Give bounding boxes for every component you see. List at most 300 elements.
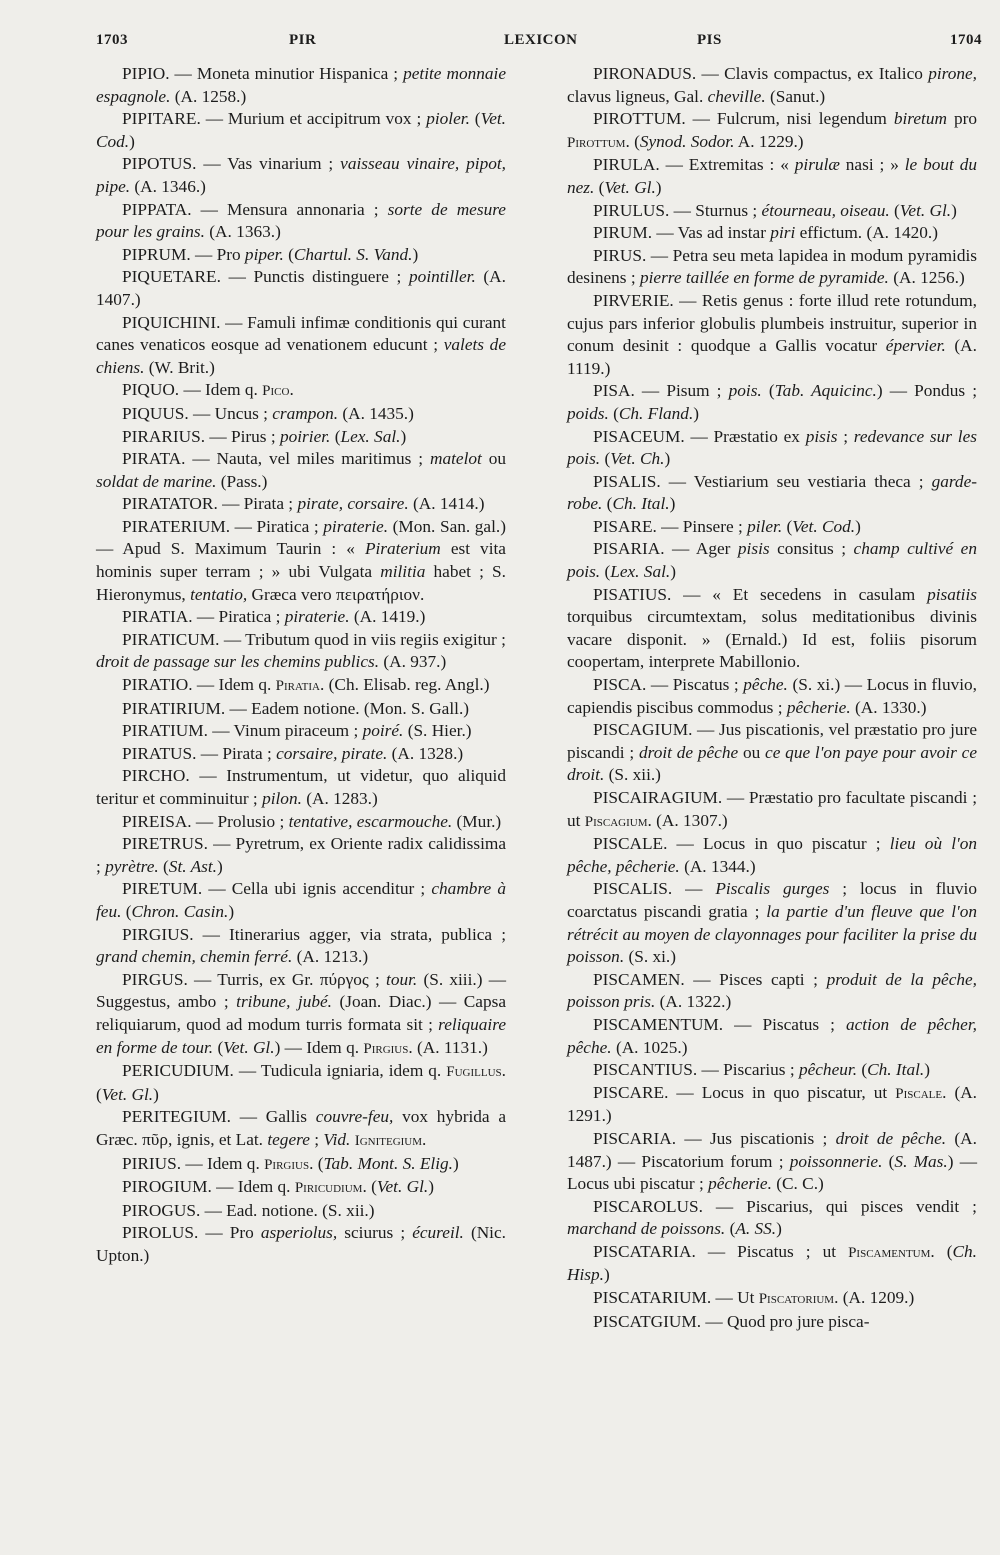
entry-text-segment: tribune, jubé. bbox=[236, 992, 332, 1012]
entry-text-segment: (S. xi.) bbox=[624, 947, 676, 967]
entry-text-segment: couvre-feu, bbox=[315, 1107, 394, 1127]
guide-word-left: PIR bbox=[289, 32, 317, 48]
entry-text-segment: ) bbox=[216, 856, 223, 876]
entry-text-segment: piri bbox=[770, 223, 796, 243]
entry-text-segment: . ( bbox=[96, 1061, 506, 1104]
dictionary-entry bbox=[567, 290, 977, 380]
dictionary-entry bbox=[96, 969, 506, 1060]
entry-headword-text: PISACEUM. — Præstatio ex bbox=[593, 426, 806, 446]
entry-text-segment: . (Ch. Elisab. reg. Angl.) bbox=[320, 675, 490, 695]
entry-text-segment: champ cultivé en pois. bbox=[567, 539, 977, 582]
entry-text-segment: Piraterium bbox=[364, 539, 441, 559]
dictionary-entry bbox=[96, 493, 506, 516]
entry-headword-text: PIREISA. — Prolusio ; bbox=[122, 811, 289, 831]
entry-text-segment: (A. 1344.) bbox=[679, 856, 756, 876]
entry-text-segment: corsaire, pirate. bbox=[276, 743, 388, 763]
entry-text-segment: (A. 1414.) bbox=[408, 494, 485, 514]
entry-text-segment: Ch. Ital. bbox=[867, 1060, 925, 1080]
entry-text-segment: (Joan. Diac.) — Capsa reliquiarum, quod ad modum turris formata sit ; bbox=[96, 992, 506, 1034]
dictionary-entry bbox=[567, 538, 977, 583]
entry-text-segment: ( bbox=[600, 562, 611, 582]
entry-text-segment: . bbox=[422, 1129, 427, 1149]
entry-headword-text: PISALIS. — Vestiarium seu vestiaria theca ; bbox=[593, 471, 932, 491]
dictionary-entry bbox=[567, 1128, 977, 1196]
dictionary-entry bbox=[567, 63, 977, 108]
entry-text-segment: effictum. (A. 1420.) bbox=[795, 223, 938, 243]
entry-text-segment: (S. xii.) bbox=[604, 765, 661, 785]
dictionary-entry bbox=[96, 266, 506, 311]
dictionary-entry bbox=[96, 153, 506, 198]
entry-text-segment: Lex. Sal. bbox=[610, 562, 671, 582]
entry-headword-text: PIRATIUM. — Vinum piraceum ; bbox=[122, 721, 363, 741]
entry-text-segment: petite monnaie espagnole. bbox=[96, 64, 506, 106]
entry-text-segment: ) bbox=[603, 1265, 610, 1285]
dictionary-entry bbox=[96, 199, 506, 244]
entry-text-segment: Piscalis gurges bbox=[715, 879, 830, 899]
entry-text-segment: ( bbox=[889, 200, 900, 220]
entry-headword-text: PIRGIUS. — Itinerarius agger, via strata, publica ; bbox=[122, 924, 506, 944]
entry-text-segment: Tab. Mont. S. Elig. bbox=[323, 1153, 453, 1173]
dictionary-entry bbox=[96, 878, 506, 923]
left-column bbox=[96, 63, 506, 1267]
entry-text-segment: droit de passage sur les chemins publics. bbox=[96, 652, 380, 672]
entry-headword-text: PIRETUM. — Cella ubi ignis accenditur ; bbox=[122, 879, 432, 899]
dictionary-entry bbox=[567, 471, 977, 516]
entry-text-segment: St. Ast. bbox=[168, 856, 217, 876]
entry-headword-text: PISCA. — Piscatus ; bbox=[593, 675, 744, 695]
dictionary-entry bbox=[567, 245, 977, 290]
entry-text-segment: ) bbox=[400, 426, 407, 446]
entry-text-segment: pisis bbox=[737, 539, 770, 559]
entry-headword-text: PIPOTUS. — Vas vinarium ; bbox=[122, 154, 341, 174]
entry-headword-text: PIRATICUM. — Tributum quod in viis regiis exigitur ; bbox=[122, 629, 506, 649]
entry-text-segment: étourneau, oiseau. bbox=[761, 200, 890, 220]
entry-text-segment: ou bbox=[738, 742, 766, 762]
entry-text-segment: lieu où l'on pêche, pêcherie. bbox=[567, 834, 977, 876]
dictionary-entry bbox=[567, 200, 977, 223]
entry-headword-text: PISCATARIUM. — Ut bbox=[593, 1288, 759, 1308]
entry-text-segment: . ( bbox=[930, 1241, 953, 1261]
dictionary-entry bbox=[96, 1176, 506, 1200]
entry-text-segment: ) bbox=[664, 449, 671, 469]
entry-text-segment: garde-robe. bbox=[567, 471, 977, 514]
entry-text-segment: la partie d'un fleuve que l'on rétrécit au moyen de clayonnages pour faciliter la prise du poisson. bbox=[567, 901, 977, 967]
entry-text-segment: (S. xi.) — Locus in fluvio, capiendis piscibus commodus ; bbox=[567, 675, 977, 717]
entry-text-segment: pois. bbox=[728, 381, 762, 401]
entry-headword-text: PISATIUS. — « Et secedens in casulam bbox=[593, 584, 928, 604]
entry-text-segment: poissonnerie. bbox=[789, 1151, 883, 1171]
dictionary-entry bbox=[96, 244, 506, 267]
entry-text-segment: consitus ; bbox=[769, 539, 854, 559]
entry-text-segment: S. Mas. bbox=[894, 1151, 948, 1171]
entry-text-segment: Ch. Fland. bbox=[618, 403, 694, 423]
entry-text-segment: (A. 1328.) bbox=[387, 743, 464, 763]
entry-text-segment: matelot bbox=[429, 449, 482, 469]
entry-text-segment: Pirgius bbox=[363, 1040, 409, 1057]
entry-text-segment: ( bbox=[725, 1219, 736, 1239]
dictionary-entry bbox=[96, 426, 506, 449]
entry-text-segment: pisis bbox=[805, 426, 838, 446]
entry-text-segment: ( bbox=[469, 109, 481, 129]
entry-headword-text: PIPITARE. — Murium et accipitrum vox ; bbox=[122, 109, 427, 129]
entry-text-segment: ou bbox=[481, 449, 507, 469]
dictionary-entry bbox=[567, 878, 977, 968]
entry-text-segment: (A. 1119.) bbox=[567, 336, 977, 378]
entry-text-segment: Vet. Gl. bbox=[899, 200, 952, 220]
entry-text-segment: (S. xiii.) — Suggestus, ambo ; bbox=[96, 969, 506, 1012]
dictionary-entry bbox=[567, 154, 977, 199]
entry-text-segment: (A. 1025.) bbox=[611, 1037, 688, 1057]
entry-text-segment: écureil. bbox=[412, 1223, 464, 1243]
entry-text-segment: ) bbox=[452, 1153, 459, 1173]
entry-text-segment: (Pass.) bbox=[216, 471, 268, 491]
entry-text-segment: Piscamentum bbox=[848, 1244, 931, 1261]
dictionary-entry bbox=[567, 516, 977, 539]
entry-text-segment: Pirottum bbox=[567, 134, 626, 151]
dictionary-entry bbox=[96, 379, 506, 403]
dictionary-entry bbox=[567, 584, 977, 674]
entry-text-segment: Vet. Cod. bbox=[792, 516, 856, 536]
entry-headword-text: PIRGUS. — Turris, ex Gr. πύργος ; bbox=[122, 969, 387, 989]
entry-text-segment: Piscagium bbox=[584, 813, 648, 830]
entry-headword-text: PISCAROLUS. — Piscarius, qui pisces vendit ; bbox=[593, 1196, 977, 1216]
dictionary-entry bbox=[96, 448, 506, 493]
entry-text-segment: (A. 1330.) bbox=[850, 697, 927, 717]
entry-text-segment: (A. 1363.) bbox=[204, 222, 281, 242]
entry-headword-text: PIRATATOR. — Pirata ; bbox=[122, 494, 298, 514]
dictionary-entry bbox=[567, 108, 977, 154]
entry-text-segment: crampon. bbox=[272, 403, 339, 423]
entry-text-segment: Piscale bbox=[895, 1085, 943, 1102]
entry-headword-text: PIQUETARE. — Punctis distinguere ; bbox=[122, 267, 410, 287]
entry-text-segment: pêcherie. bbox=[708, 1174, 772, 1194]
dictionary-entry bbox=[567, 222, 977, 245]
entry-text-segment: valets de chiens. bbox=[96, 335, 506, 377]
entry-text-segment: droit de pêche. bbox=[835, 1128, 947, 1148]
running-title: LEXICON bbox=[504, 32, 578, 48]
dictionary-entry bbox=[567, 1241, 977, 1287]
entry-headword-text: PIPPATA. — Mensura annonaria ; bbox=[122, 199, 388, 219]
entry-text-segment: pioler. bbox=[426, 109, 470, 129]
entry-text-segment: action de pêcher, pêche. bbox=[567, 1014, 977, 1057]
entry-text-segment: . (A. 1209.) bbox=[834, 1288, 915, 1308]
entry-headword-text: PIROTTUM. — Fulcrum, nisi legendum bbox=[593, 109, 894, 129]
entry-text-segment: Chron. Casin. bbox=[131, 901, 229, 921]
entry-headword-text: PIRETRUS. — Pyretrum, ex Oriente radix calidissima ; bbox=[96, 834, 506, 876]
dictionary-entry bbox=[96, 516, 506, 606]
entry-text-segment: ) bbox=[855, 516, 861, 536]
entry-headword-text: PISCAIRAGIUM. — Præstatio pro facultate piscandi ; ut bbox=[567, 788, 977, 830]
entry-text-segment: Piricudium bbox=[294, 1180, 363, 1197]
dictionary-entry bbox=[96, 924, 506, 969]
entry-text-segment: torquibus circumtextam, solus meditationibus divinis vacare disponit. » (Ernald.) Id est, foliis pisorum coopertam, interprete Mabillonio. bbox=[567, 607, 977, 672]
entry-text-segment: pêche. bbox=[743, 675, 788, 695]
entry-text-segment: (A. 937.) bbox=[379, 652, 447, 672]
entry-text-segment: ( bbox=[283, 244, 294, 264]
entry-text-segment: (Mur.) bbox=[452, 811, 502, 831]
entry-text-segment: . ( bbox=[362, 1177, 377, 1197]
page-number-right: 1704 bbox=[950, 32, 982, 48]
entry-headword-text: PIRVERIE. — Retis genus : forte illud rete rotundum, cujus pars inferior globulis plumbeis instruitur, superior in conum desinit : quodque a Gallis vocatur bbox=[567, 290, 977, 356]
entry-headword-text: PIRUS. — Petra seu meta lapidea in modum pyramidis desinens ; bbox=[567, 245, 977, 288]
dictionary-entry bbox=[96, 1222, 506, 1267]
entry-headword-text: PIQUICHINI. — Famuli infimæ conditionis qui curant canes venaticos eosque ad venationem educunt ; bbox=[96, 312, 506, 355]
entry-headword-text: PERICUDIUM. — Tudicula igniaria, idem q. bbox=[122, 1061, 447, 1081]
entry-text-segment: tegere bbox=[267, 1129, 310, 1149]
entry-text-segment: ) bbox=[655, 177, 662, 197]
entry-text-segment: pisatiis bbox=[927, 584, 977, 604]
entry-text-segment: (Sanut.) bbox=[765, 86, 826, 106]
entry-text-segment: Vet. Cod. bbox=[96, 109, 506, 151]
entry-text-segment: Lex. Sal. bbox=[340, 426, 401, 446]
entry-headword-text: PIRATA. — Nauta, vel miles maritimus ; bbox=[122, 449, 430, 469]
entry-text-segment: Ch. Hisp. bbox=[567, 1241, 977, 1285]
entry-text-segment: ( bbox=[608, 403, 619, 423]
entry-text-segment: ; bbox=[309, 1129, 324, 1149]
entry-text-segment: tentative, escarmouche. bbox=[288, 811, 453, 831]
entry-headword-text: PIRULUS. — Sturnus ; bbox=[593, 200, 762, 220]
entry-text-segment: . ( bbox=[309, 1153, 324, 1173]
entry-headword-text: PIRULA. — Extremitas : « bbox=[593, 155, 795, 175]
entry-headword-text: PIQUO. — Idem q. bbox=[122, 380, 263, 400]
entry-text-segment: (S. Hier.) bbox=[403, 721, 472, 741]
entry-text-segment: (A. 1435.) bbox=[338, 403, 414, 423]
right-column bbox=[567, 63, 977, 1333]
entry-text-segment: ) bbox=[129, 131, 135, 151]
entry-text-segment: ; locus in fluvio coarctatus piscandi gratia ; bbox=[567, 879, 977, 921]
entry-headword-text: PIRIUS. — Idem q. bbox=[122, 1153, 265, 1173]
entry-text-segment: vaisseau vinaire, pipot, pipe. bbox=[96, 154, 506, 196]
entry-headword-text: PISCANTIUS. — Piscarius ; bbox=[593, 1060, 799, 1080]
entry-text-segment: (A. 1407.) bbox=[96, 267, 506, 309]
entry-text-segment: ( bbox=[761, 381, 775, 401]
entry-text-segment: habet ; S. Hieronymus, bbox=[96, 562, 506, 604]
entry-headword-text: PISCALE. — Locus in quo piscatur ; bbox=[593, 834, 890, 854]
entry-text-segment: militia bbox=[380, 562, 426, 582]
entry-text-segment: Synod. Sodor. bbox=[639, 131, 735, 151]
entry-text-segment: pêcheur. bbox=[798, 1060, 858, 1080]
entry-text-segment: soldat de marine. bbox=[96, 471, 217, 491]
dictionary-entry bbox=[567, 969, 977, 1014]
entry-text-segment: ( bbox=[882, 1151, 895, 1171]
entry-text-segment: ) — Locus ubi piscatur ; bbox=[567, 1151, 978, 1194]
entry-text-segment: (A. 1487.) — Piscatorium forum ; bbox=[567, 1128, 977, 1171]
running-header bbox=[96, 32, 982, 58]
entry-text-segment: sorte de mesure pour les grains. bbox=[96, 199, 506, 242]
entry-text-segment: Vet. Gl. bbox=[376, 1177, 429, 1197]
entry-text-segment: ; bbox=[837, 426, 854, 446]
dictionary-entry bbox=[567, 1059, 977, 1082]
entry-text-segment: ( bbox=[857, 1060, 868, 1080]
entry-headword-text: PIRATIRIUM. — Eadem notione. (Mon. S. Gall.) bbox=[122, 698, 470, 718]
entry-headword-text: PIPIO. — Moneta minutior Hispanica ; bbox=[122, 64, 404, 83]
entry-text-segment: ) bbox=[693, 403, 700, 423]
entry-text-segment: Vet. Gl. bbox=[604, 177, 656, 197]
dictionary-entry bbox=[567, 674, 977, 719]
entry-text-segment: Tab. Aquicinc. bbox=[774, 381, 877, 401]
entry-text-segment: chambre à feu. bbox=[96, 879, 506, 921]
entry-headword-text: PIRARIUS. — Pirus ; bbox=[122, 426, 280, 446]
entry-text-segment: . bbox=[289, 380, 294, 400]
entry-headword-text: PISCARIA. — Jus piscationis ; bbox=[593, 1128, 836, 1148]
entry-text-segment: est vita hominis super terram ; » ubi Vulgata bbox=[96, 539, 506, 582]
entry-text-segment: Piscatorium bbox=[758, 1291, 835, 1308]
entry-text-segment: (A. 1419.) bbox=[349, 607, 426, 627]
entry-text-segment: ( bbox=[594, 177, 605, 197]
dictionary-entry bbox=[567, 1311, 977, 1334]
dictionary-entry bbox=[96, 606, 506, 629]
dictionary-entry bbox=[96, 63, 506, 108]
entry-text-segment: vox hybrida a Græc. πῦρ, ignis, et Lat. bbox=[96, 1107, 506, 1149]
entry-text-segment: . ( bbox=[625, 131, 640, 151]
entry-text-segment: ) bbox=[669, 494, 676, 514]
dictionary-entry bbox=[96, 1106, 506, 1152]
entry-text-segment: Vet. Ch. bbox=[610, 449, 665, 469]
dictionary-entry bbox=[96, 312, 506, 380]
entry-text-segment: Pirgius bbox=[264, 1156, 310, 1173]
entry-text-segment: . (A. 1131.) bbox=[408, 1037, 488, 1057]
entry-headword-text: PISARIA. — Ager bbox=[593, 539, 738, 559]
dictionary-entry bbox=[96, 629, 506, 674]
entry-text-segment: . (A. 1307.) bbox=[647, 810, 728, 830]
entry-text-segment: tentatio, bbox=[190, 584, 248, 604]
dictionary-entry bbox=[96, 1060, 506, 1106]
entry-text-segment: pro bbox=[946, 109, 978, 129]
entry-text-segment: ) bbox=[670, 562, 676, 582]
entry-text-segment: A. 1229.) bbox=[734, 131, 804, 151]
entry-headword-text: PISCAMEN. — Pisces capti ; bbox=[593, 969, 827, 989]
entry-text-segment: Ignitegium bbox=[354, 1132, 423, 1149]
guide-word-right: PIS bbox=[697, 32, 722, 48]
entry-text-segment: ) bbox=[428, 1177, 434, 1197]
entry-headword-text: PIROLUS. — Pro bbox=[122, 1223, 261, 1243]
entry-text-segment: . (A. 1291.) bbox=[567, 1082, 977, 1126]
entry-text-segment: piler. bbox=[747, 516, 783, 536]
entry-text-segment: épervier. bbox=[885, 336, 946, 356]
entry-text-segment: redevance sur les pois. bbox=[567, 426, 977, 469]
entry-headword-text: PIROGIUM. — Idem q. bbox=[122, 1177, 295, 1197]
entry-headword-text: PERITEGIUM. — Gallis bbox=[122, 1107, 316, 1127]
entry-text-segment: cheville. bbox=[707, 86, 766, 106]
entry-text-segment: Græca vero πειρατήριον. bbox=[247, 584, 425, 604]
entry-text-segment: Pico bbox=[262, 383, 290, 400]
entry-text-segment: Ch. Ital. bbox=[612, 494, 670, 514]
dictionary-entry bbox=[567, 787, 977, 833]
dictionary-entry bbox=[96, 765, 506, 810]
entry-text-segment: poirier. bbox=[279, 426, 331, 446]
entry-text-segment: Vet. Gl. bbox=[101, 1084, 154, 1104]
dictionary-entry bbox=[96, 403, 506, 426]
entry-headword-text: PISA. — Pisum ; bbox=[593, 381, 729, 401]
entry-text-segment: (Mon. San. gal.) — Apud S. Maximum Taurin : « bbox=[96, 516, 506, 559]
entry-text-segment: ( bbox=[121, 901, 132, 921]
entry-headword-text: PISCALIS. — bbox=[593, 879, 716, 899]
entry-text-segment: ( bbox=[600, 449, 611, 469]
dictionary-entry bbox=[96, 833, 506, 878]
dictionary-entry bbox=[567, 719, 977, 787]
entry-headword-text: PIRATIO. — Idem q. bbox=[122, 675, 276, 695]
entry-text-segment: asperiolus, bbox=[260, 1223, 338, 1243]
entry-text-segment: sciurus ; bbox=[337, 1223, 413, 1243]
entry-headword-text: PIRATERIUM. — Piratica ; bbox=[122, 516, 324, 536]
entry-text-segment: reliquaire en forme de tour. bbox=[96, 1014, 506, 1057]
entry-text-segment: nasi ; » bbox=[839, 155, 905, 175]
entry-text-segment: pointiller. bbox=[409, 267, 476, 287]
entry-text-segment: biretum bbox=[893, 109, 947, 129]
dictionary-entry bbox=[567, 833, 977, 878]
entry-text-segment: pierre taillée en forme de pyramide. bbox=[639, 268, 889, 288]
entry-text-segment: Piratia bbox=[275, 678, 321, 695]
entry-text-segment: ( bbox=[782, 516, 793, 536]
page-number-left: 1703 bbox=[96, 32, 128, 48]
entry-text-segment: ) bbox=[153, 1084, 159, 1104]
entry-text-segment: tour. bbox=[386, 969, 418, 989]
dictionary-entry bbox=[96, 1200, 506, 1223]
entry-text-segment: (A. 1213.) bbox=[292, 947, 369, 967]
entry-text-segment: (A. 1256.) bbox=[888, 268, 965, 288]
dictionary-entry bbox=[567, 1196, 977, 1241]
entry-text-segment: (Nic. Upton.) bbox=[96, 1223, 506, 1265]
entry-headword-text: PISCATARIA. — Piscatus ; ut bbox=[593, 1241, 849, 1261]
entry-text-segment: pilon. bbox=[262, 789, 302, 808]
dictionary-entry bbox=[567, 426, 977, 471]
dictionary-entry bbox=[96, 698, 506, 721]
entry-text-segment: piraterie. bbox=[323, 516, 389, 536]
dictionary-entry bbox=[96, 720, 506, 743]
dictionary-entry bbox=[96, 674, 506, 698]
entry-text-segment: pirate, corsaire. bbox=[297, 494, 409, 514]
entry-text-segment: ( bbox=[602, 494, 613, 514]
entry-text-segment: (C. C.) bbox=[771, 1174, 824, 1194]
entry-text-segment: ) bbox=[228, 901, 235, 921]
entry-headword-text: PIRUM. — Vas ad instar bbox=[593, 223, 771, 243]
entry-text-segment: pirulæ bbox=[794, 155, 840, 175]
entry-text-segment: droit de pêche bbox=[639, 742, 739, 762]
entry-headword-text: PISCARE. — Locus in quo piscatur, ut bbox=[593, 1082, 896, 1102]
entry-headword-text: PIPRUM. — Pro bbox=[122, 244, 245, 264]
entry-text-segment: Chartul. S. Vand. bbox=[293, 244, 413, 264]
entry-text-segment: marchand de poissons. bbox=[567, 1219, 726, 1239]
entry-text-segment: clavus ligneus, Gal. bbox=[567, 86, 708, 106]
entry-text-segment: ( bbox=[330, 426, 341, 446]
entry-headword-text: PIQUUS. — Uncus ; bbox=[122, 403, 273, 423]
entry-headword-text: PISCATGIUM. — Quod pro jure pisca- bbox=[593, 1311, 870, 1331]
entry-text-segment: ( bbox=[158, 856, 169, 876]
entry-text-segment: le bout du nez. bbox=[567, 155, 978, 197]
entry-headword-text: PISARE. — Pinsere ; bbox=[593, 516, 748, 536]
entry-text-segment: ( bbox=[213, 1037, 224, 1057]
entry-headword-text: PIRCHO. — Instrumentum, ut videtur, quo aliquid teritur et comminuitur ; bbox=[96, 766, 506, 808]
entry-text-segment: grand chemin, chemin ferré. bbox=[96, 947, 293, 967]
entry-headword-text: PISCAGIUM. — Jus piscationis, vel præstatio pro jure piscandi ; bbox=[567, 720, 977, 762]
entry-headword-text: PIRONADUS. — Clavis compactus, ex Italico bbox=[593, 64, 929, 83]
dictionary-entry bbox=[567, 380, 977, 425]
dictionary-entry bbox=[96, 108, 506, 153]
entry-text-segment: (W. Brit.) bbox=[144, 357, 215, 377]
entry-text-segment: pirone, bbox=[928, 64, 977, 83]
dictionary-entry bbox=[96, 743, 506, 766]
entry-text-segment: pyrètre. bbox=[105, 856, 159, 876]
dictionary-entry bbox=[96, 1153, 506, 1177]
entry-text-segment: ) bbox=[924, 1060, 930, 1080]
dictionary-entry bbox=[96, 811, 506, 834]
entry-headword-text: PIROGUS. — Ead. notione. (S. xii.) bbox=[122, 1200, 375, 1220]
entry-text-segment: poids. bbox=[567, 403, 609, 423]
entry-text-segment: (A. 1283.) bbox=[301, 789, 378, 808]
entry-text-segment: ) — Pondus ; bbox=[876, 381, 977, 401]
entry-text-segment: ) bbox=[951, 200, 957, 220]
entry-text-segment: produit de la pêche, poisson pris. bbox=[567, 969, 977, 1012]
